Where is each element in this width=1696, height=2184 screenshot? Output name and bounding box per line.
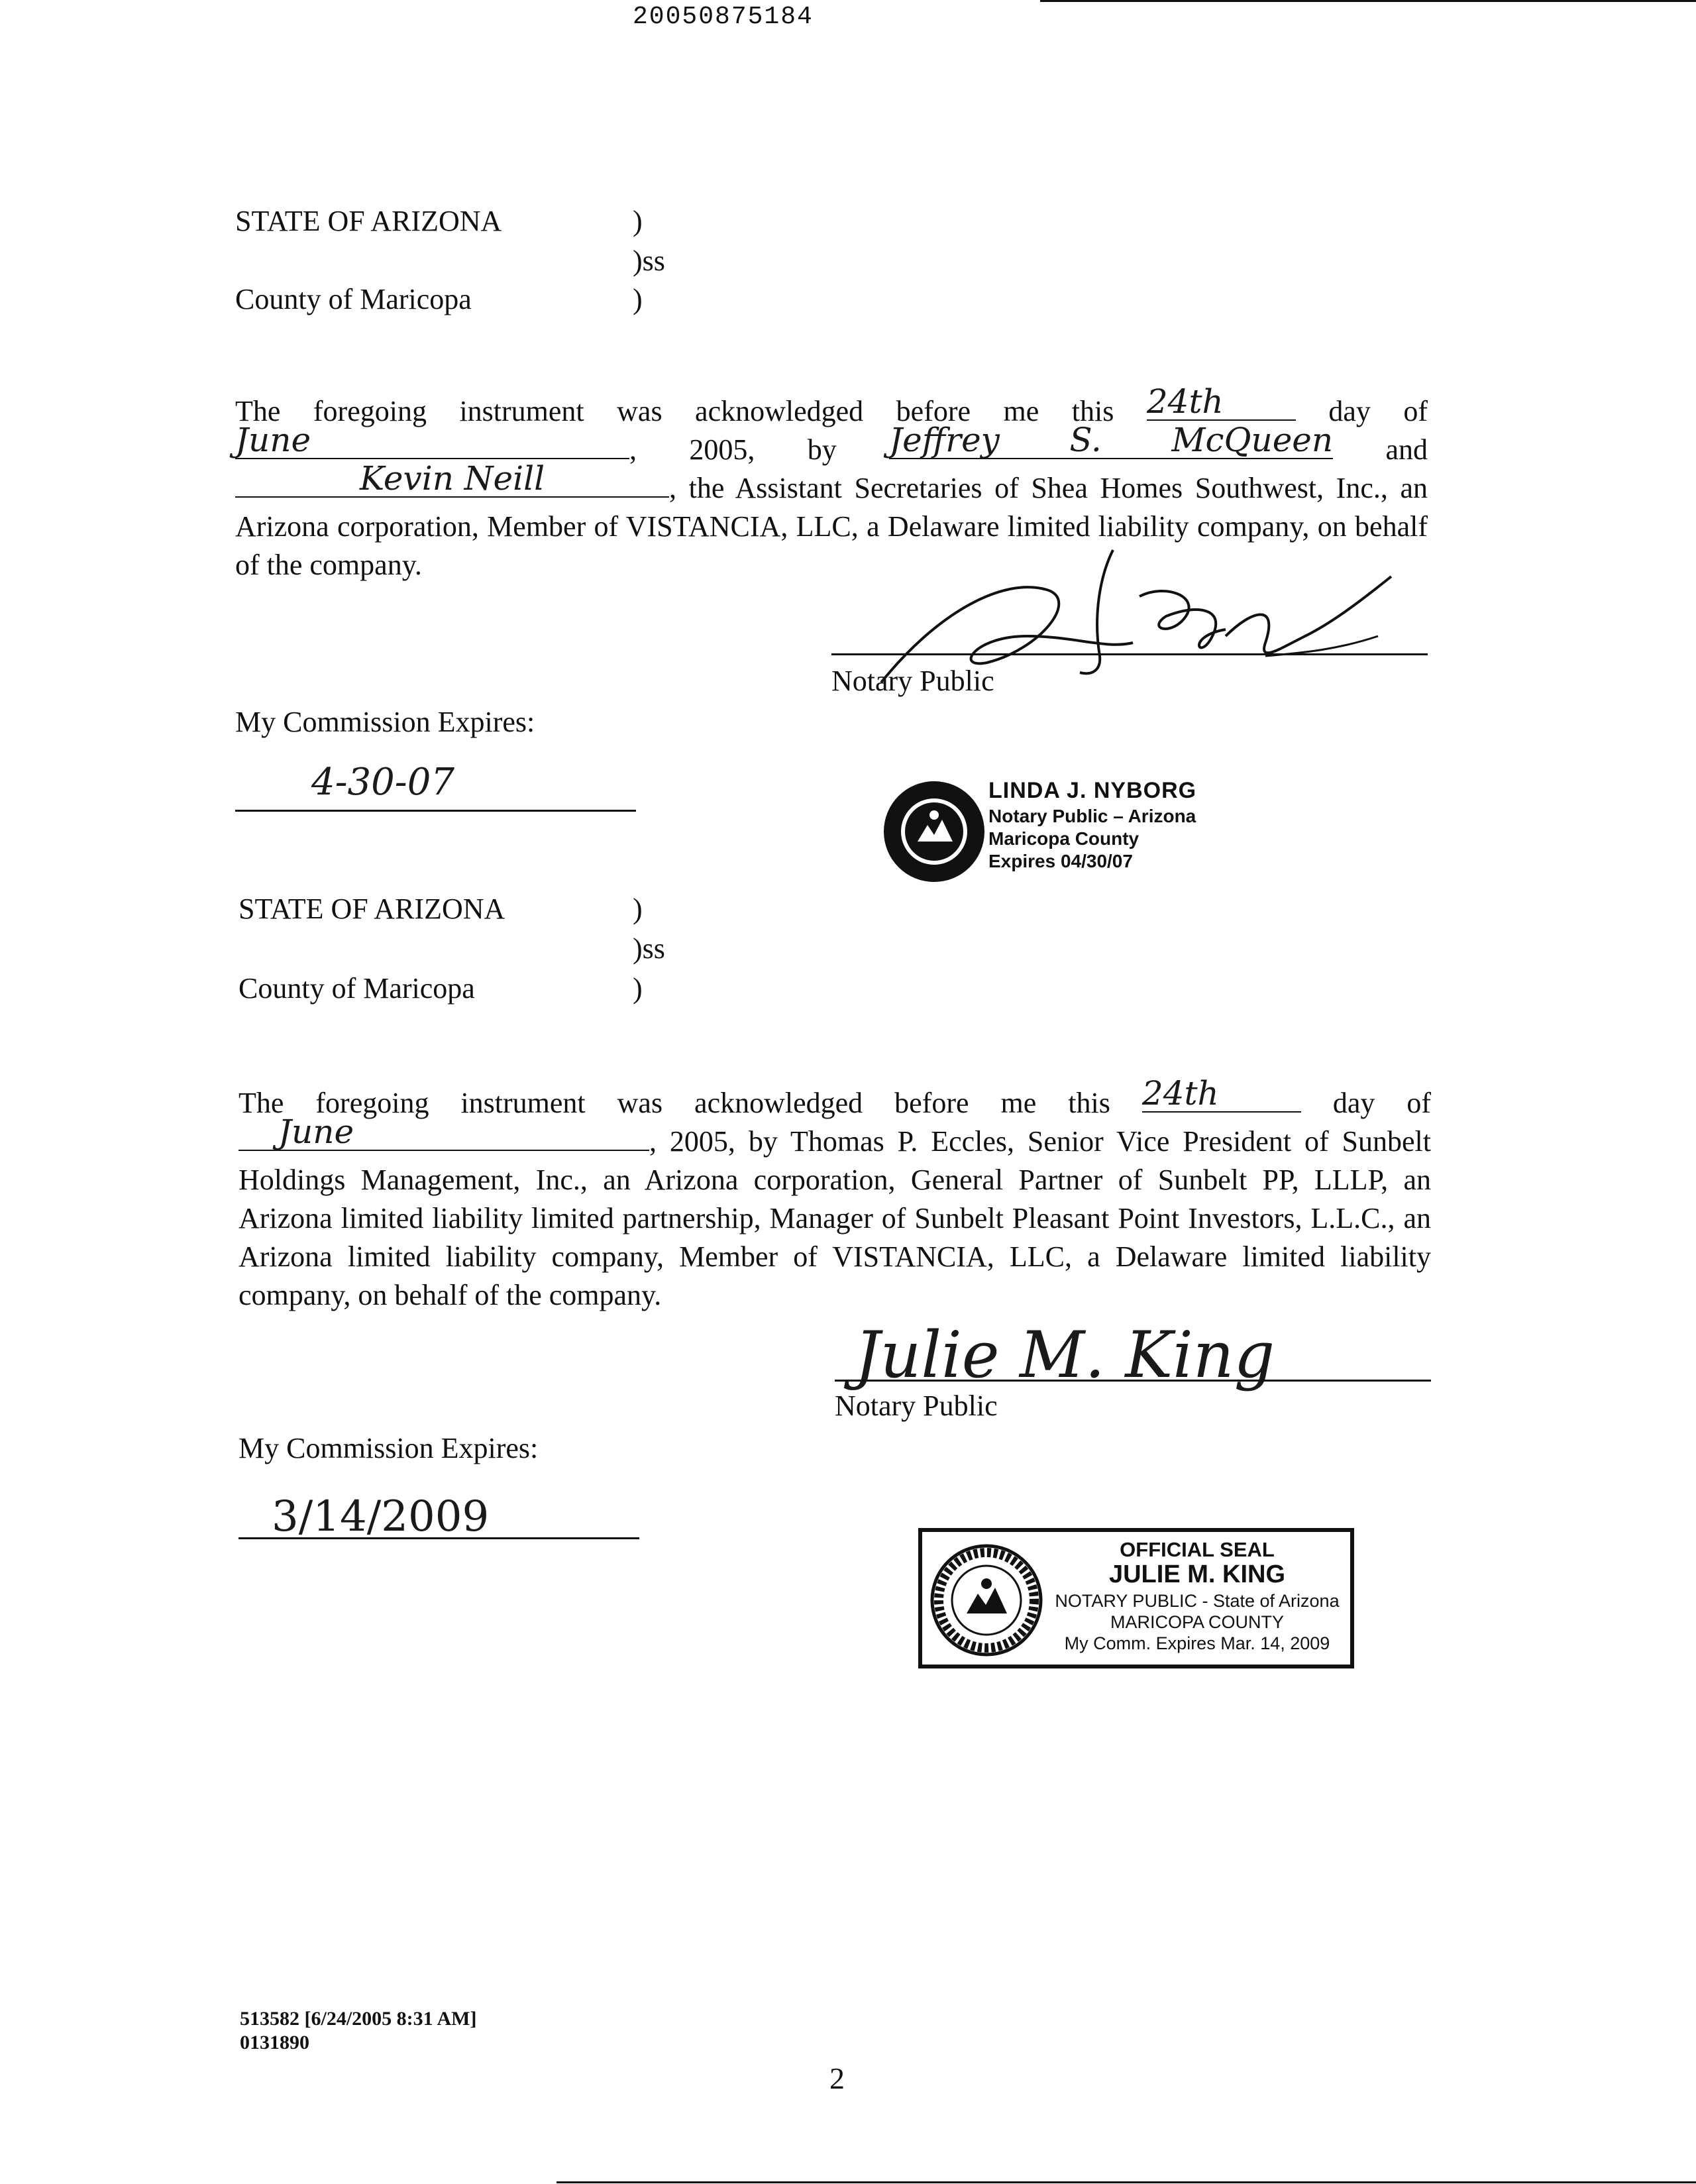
month-value: June [235, 421, 311, 459]
venue-paren: ) [633, 972, 643, 1005]
person2-value: Kevin Neill [359, 459, 545, 498]
month-blank [238, 1113, 649, 1151]
commission-label: My Commission Expires: [238, 1432, 539, 1464]
year-by-text: , 2005, by [629, 433, 837, 466]
after-names-text: , the Assistant Secretaries of Shea Homes Southwest, Inc., an Arizona corporation, Member of VISTANCIA, LLC, a Delaware limited liability company, on behalf of the company. [235, 472, 1428, 581]
seal-county: Maricopa County [988, 828, 1140, 849]
notary-public-label: Notary Public [835, 1390, 998, 1422]
day-value: 24th [1146, 382, 1224, 421]
day-blank [1141, 1074, 1301, 1113]
venue-ss: )ss [633, 245, 665, 277]
footer-rule [556, 2181, 1696, 2183]
and-text: and [1385, 433, 1428, 466]
doc-reference: 513582 [6/24/2005 8:31 AM] [240, 2008, 477, 2030]
notary-signature-2: Julie M. King [855, 1318, 1275, 1392]
signature-line [831, 653, 1428, 655]
venue-state: STATE OF ARIZONA [238, 893, 505, 925]
commission-label: My Commission Expires: [235, 706, 535, 738]
arizona-seal-icon [930, 1544, 1043, 1657]
venue-county: County of Maricopa [238, 972, 475, 1005]
seal-title: NOTARY PUBLIC - State of Arizona [1055, 1591, 1340, 1611]
person2-blank [235, 459, 669, 498]
intro-text: The foregoing instrument was acknowledged before me this [238, 1087, 1110, 1119]
month-value: June [278, 1113, 354, 1151]
venue-paren: ) [633, 283, 643, 315]
acknowledgment-paragraph [238, 1074, 1432, 1315]
recording-number: 20050875184 [633, 3, 814, 31]
month-blank [235, 421, 629, 459]
venue-state: STATE OF ARIZONA [235, 205, 502, 237]
venue-county: County of Maricopa [235, 283, 472, 315]
seal-header: OFFICIAL SEAL [1120, 1538, 1275, 1561]
seal-name: LINDA J. NYBORG [988, 778, 1197, 803]
signature-line [835, 1380, 1431, 1382]
venue-paren: ) [633, 893, 643, 925]
seal-expires: My Comm. Expires Mar. 14, 2009 [1064, 1633, 1330, 1653]
doc-number: 0131890 [240, 2032, 309, 2053]
seal-name: JULIE M. KING [1108, 1560, 1286, 1588]
header-rule [1040, 0, 1696, 2]
day-of-text: day of [1328, 395, 1428, 427]
commission-value: 4-30-07 [311, 761, 454, 804]
notary-seal-2 [918, 1528, 1354, 1668]
commission-line [235, 810, 636, 812]
notary-public-label: Notary Public [831, 665, 994, 697]
arizona-seal-icon [881, 779, 987, 885]
seal-expires: Expires 04/30/07 [988, 851, 1133, 871]
venue-paren: ) [633, 205, 643, 237]
notary-seal-1 [881, 779, 1292, 891]
day-value: 24th [1141, 1074, 1219, 1113]
day-blank [1146, 382, 1296, 421]
person1-value: Jeffrey S. McQueen [889, 421, 1334, 459]
after-month-text: , 2005, by Thomas P. Eccles, Senior Vice President of Sunbelt Holdings Management, Inc., an Arizona corporation, General Partner of Sunbelt PP, LLLP, an Arizona limited liability limited partnership, Manager of Sunbelt Pleasant Point Investors, L.L.C., an Arizona limited liability company, Member of VISTANCIA, LLC, a Delaware limited liability company, on behalf of the company. [238, 1125, 1431, 1311]
page-number: 2 [829, 2061, 845, 2095]
day-of-text: day of [1332, 1087, 1432, 1119]
intro-text: The foregoing instrument was acknowledged before me this [235, 395, 1114, 427]
seal-title: Notary Public – Arizona [988, 806, 1196, 826]
commission-value: 3/14/2009 [272, 1492, 490, 1541]
seal-county: MARICOPA COUNTY [1110, 1612, 1285, 1632]
person1-blank [889, 421, 1334, 459]
venue-ss: )ss [633, 932, 665, 965]
commission-line [238, 1537, 639, 1539]
